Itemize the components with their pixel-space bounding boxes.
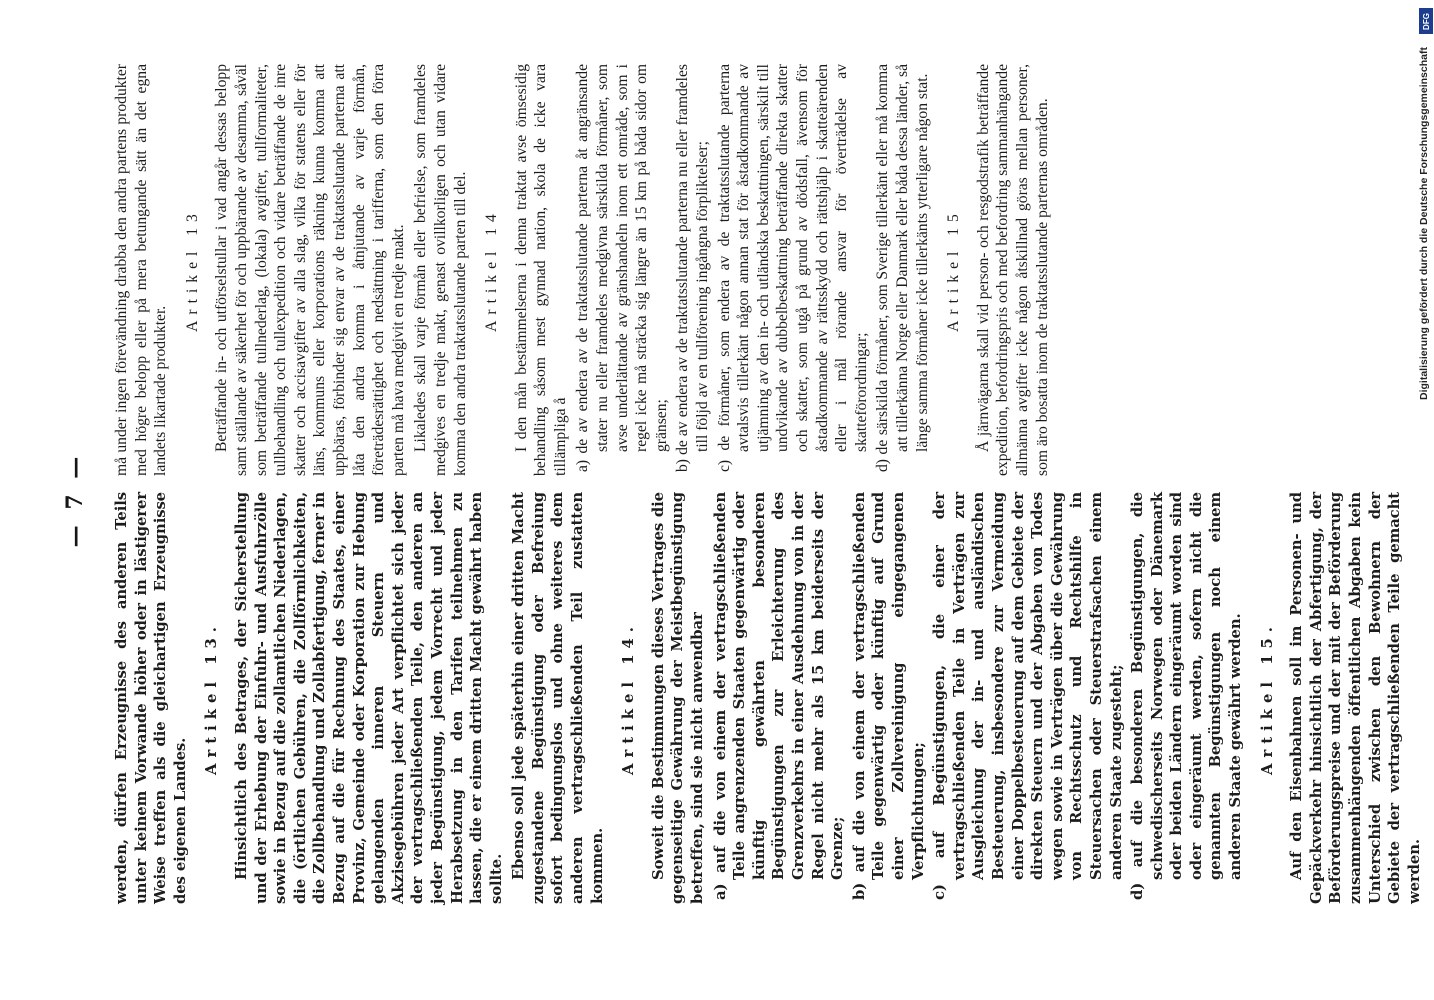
- swedish-intro: må under ingen förevändning drabba den andra partens produkter med högre belopp eller på mera betungande sätt än det egna landets likartade produkter.: [113, 64, 170, 476]
- swedish-article-14-item-d: d) de särskilda förmåner, som Sverige tillerkänt eller må komma att tillerkänna Norge eller Danmark eller båda dessa länder, så länge samma förmåner icke tillerkänts ytterligare någon stat.: [874, 64, 931, 472]
- swedish-article-13-heading: Artikel 13: [183, 208, 201, 332]
- german-intro: werden, dürfen Erzeugnisse des anderen Teils unter keinem Vorwande höher oder in lästigerer Weise treffen als die gleichartigen Erzeugnisse des eigenen Landes.: [113, 492, 189, 904]
- german-article-14-item-b: b) auf die von einem der vertragschließenden Teile gegenwärtig oder künftig auf Grund einer Zollvereinigung eingegangenen Verpflichtungen;: [850, 492, 927, 900]
- swedish-article-14-heading: Artikel 14: [483, 208, 501, 332]
- dfg-logo-text: DFG: [1421, 12, 1431, 30]
- german-article-15-heading: Artikel 15.: [1258, 621, 1276, 775]
- swedish-article-14-item-a: a) de av endera av de traktatsslutande parterna åt angränsande stater nu eller framdeles medgivna särskilda förmåner, som avse underlättande av gränshandeln inom ett område, som i regel icke må sträcka sig längre än 15 km på båda sidor om gränsen;: [574, 64, 670, 472]
- german-article-13-heading: Artikel 13.: [203, 621, 221, 775]
- german-article-14-paragraph-1: Soweit die Bestimmungen dieses Vertrages die gegenseitige Gewährung der Meistbegünstigung betreffen, sind sie nicht anwendbar: [649, 492, 707, 904]
- german-article-14-item-c: c) auf Begünstigungen, die einer der vertragschließenden Teile in Verträgen zur Ausgleichung der in- und ausländischen Besteuerung, insbesondere zur Vermeidung einer Doppelbesteuerung auf dem Gebiete der direkten Steuern und der Abgaben von Todes wegen sowie in Verträgen über die Gewährung von Rechtsschutz und Rechtshilfe in Steuersachen oder Steuerstrafsachen einem anderen Staate zugesteht;: [931, 492, 1125, 900]
- german-article-15-paragraph-1: Auf den Eisenbahnen soll im Personen- und Gepäckverkehr hinsichtlich der Abfertigung, der Beförderungspreise und der mit der Beförderung zusammenhängenden öffentlichen Abgaben kein Unterschied zwischen den Bewohnern der Gebiete der vertragschließenden Teile gemacht werden.: [1288, 492, 1423, 904]
- swedish-article-15-paragraph-1: Å järnvägarna skall vid person- och resgodstrafik beträffande expedition, befordringspris och med befordring sammanhängande allmänna avgifter icke någon åtskillnad göras mellan personer, som äro bosatta inom de traktatsslutande parternas områden.: [974, 64, 1051, 476]
- swedish-article-13-paragraph-1: Beträffande in- och utförselstullar i vad angår dessas belopp samt ställande av säkerhet för och uppbärande av desamma, såväl som beträffande tullnederlag, (lokala) avgifter, tullformaliteter, tullbehandling och tullexpedition och vidare beträffande de inre skatter och accisavgifter av alla slag, vilka för statens eller för läns, kommuns eller korporations räkning kunna komma att uppbäras, förbinder sig envar av de traktatsslutande parterna att låta den andra komma i åtnjutande av varje förmån, företrädesrättighet och nedsättning i tarifferna, som den förra parten må hava medgivit en tredje makt.: [213, 64, 407, 476]
- german-article-14-heading: Artikel 14.: [620, 621, 638, 775]
- page-number: — 7 —: [62, 452, 88, 548]
- german-column: [112, 492, 1427, 904]
- german-article-13-paragraph-1: Hinsichtlich des Betrages, der Sicherstellung und der Erhebung der Einfuhr- und Ausfuhrzölle sowie in Bezug auf die zollamtlichen Niederlagen, die (örtlichen Gebühren, die Zollförmlichkeiten, die Zollbehandlung und Zollabfertigung, ferner in Bezug auf die für Rechnung des Staates, einer Provinz, Gemeinde oder Korporation zur Hebung gelangenden inneren Steuern und Akzisegebühren jeder Art verpflichtet sich jeder der vertragschließenden Teile, den anderen an jeder Begünstigung, jedem Vorrecht und jeder Herabsetzung in den Tarifen teilnehmen zu lassen, die er einem dritten Macht gewährt haben sollte.: [232, 492, 505, 904]
- german-article-14-item-d: d) auf die besonderen Begünstigungen, die schwedischerseits Norwegen oder Dänemark oder beiden Ländern eingeräumt worden sind oder eingeräumt werden, sofern nicht die genannten Begünstigungen noch einem anderen Staate gewährt werden.: [1129, 492, 1245, 900]
- digitization-credit: Digitalisierung gefördert durch die Deutsche Forschungsgemeinschaft: [1418, 47, 1430, 400]
- swedish-article-14-item-c: c) de förmåner, som endera av de traktatsslutande parterna avtalsvis tillerkänt någon annan stat för åstadkommande av utjämning av den in- och utländska beskattningen, särskilt till undvikande av dubbelbeskattning beträffande direkta skatter och skatter, som utgå på grund av dödsfall, ävensom för åstadkommande av rättsskydd och rättshjälp i skatteärenden eller i mål rörande ansvar för överträdelse av skatteförordningar;: [715, 64, 870, 472]
- german-article-13-paragraph-2: Ebenso soll jede späterhin einer dritten Macht zugestandene Begünstigung oder Befreiung sofort bedingungslos und ohne weiteres dem anderen vertragschließenden Teil zustatten kommen.: [510, 492, 606, 904]
- swedish-article-13-paragraph-2: Likaledes skall varje förmån eller befrielse, som framdeles medgives en tredje makt, genast ovillkorligen och utan vidare komma den andra traktatsslutande parten till del.: [412, 64, 469, 476]
- swedish-column: [112, 64, 1055, 476]
- swedish-article-15-heading: Artikel 15: [945, 208, 963, 332]
- swedish-article-14-item-b: b) de av endera av de traktatsslutande parterna nu eller framdeles till följd av en tullförening ingångna förpliktelser;: [674, 64, 712, 472]
- swedish-article-14-paragraph-1: I den mån bestämmelserna i denna traktat avse ömsesidig behandling såsom mest gynnad nation, skola de icke vara tillämpliga å: [512, 64, 569, 476]
- german-article-14-item-a: a) auf die von einem der vertragschließenden Teile angrenzenden Staaten gegenwärtig oder künftig gewährten besonderen Begünstigungen zur Erleichterung des Grenzverkehrs in einer Ausdehnung von in der Regel nicht mehr als 15 km beiderseits der Grenze;: [711, 492, 847, 900]
